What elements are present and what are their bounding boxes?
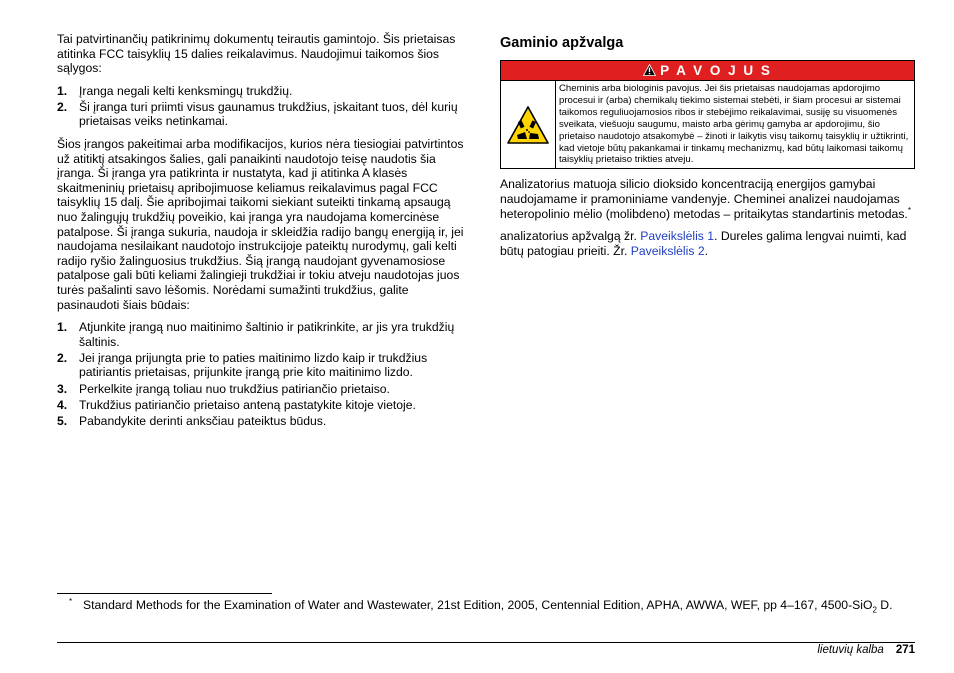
footnote-text: Standard Methods for the Examination of Water and Wastewater, 21st Edition, 2005, Centennial Edition, APHA, AWWA, WEF, pp 4–167, 4500-SiO (83, 598, 873, 612)
footnote-divider (57, 593, 272, 594)
figure-2-link[interactable]: Paveikslėlis 2 (630, 243, 705, 258)
figure-reference-paragraph: analizatorius apžvalgą žr. Paveikslėlis 1. Dureles galima lengvai nuimti, kad būtų patogiau prieiti. Žr. Paveikslėlis 2. (500, 229, 907, 258)
left-column (57, 32, 469, 436)
danger-text: Cheminis arba biologinis pavojus. Jei šis prietaisas naudojamas apdorojimo procesui ir (arba) chemikalų tiekimo sistemai stebėti, ir šiam procesui ar sistemai taikomos reguliuojamosios ribos ir stebėjimo reikalavimai, susiję su visuomenės sveikata, viešuoju saugumu, maisto arba gėrimų gamyba ar apdorojimu, šio prietaiso naudotojo atsakomybė – žinoti ir laikytis visų taikomų taisyklių ir užtikrinti, kad vietoje būtų pakankamai ir tinkamų mechanizmų, kad būtų laikomasi taikomų taisyklių prietaiso trikties atveju. (559, 83, 909, 166)
footnote: * Standard Methods for the Examination of Water and Wastewater, 21st Edition, 2005, Centennial Edition, APHA, AWWA, WEF, pp 4–167, 4500-SiO$_2$ D. (69, 597, 893, 615)
chemical-hazard-icon (501, 81, 556, 168)
danger-notice (500, 60, 915, 169)
list-item: 5. Pabandykite derinti anksčiau pateiktus būdus. (57, 413, 327, 428)
overview-paragraph: Analizatorius matuoja silicio dioksido koncentraciją energijos gamybai naudojamame ir pramoniniame vandenyje. Cheminei analizei naudojamas heteropolinio mėlio (molibdeno) metodas – pritaikytas standartinis metodas.* (500, 177, 911, 221)
list-item: 3. Perkelkite įrangą toliau nuo trukdžius patiriančio prietaiso. (57, 381, 390, 396)
interference-steps-list (57, 320, 469, 428)
fcc-conditions-list (57, 84, 469, 129)
list-item: 2. Ši įranga turi priimti visus gaunamus trukdžius, įskaitant tuos, dėl kurių prietaisas veiks netinkamai. (57, 99, 458, 129)
page-footer (817, 643, 915, 657)
page-number: 271 (895, 644, 915, 656)
footer-language: lietuvių kalba (817, 644, 884, 656)
list-item: 1. Atjunkite įrangą nuo maitinimo šaltinio ir patikrinkite, ar jis yra trukdžių šaltinis. (57, 320, 455, 349)
danger-body (501, 81, 914, 168)
figure-1-link[interactable]: Paveikslėlis 1 (640, 229, 715, 244)
section-heading: Gaminio apžvalga (500, 35, 624, 51)
fcc-intro: Tai patvirtinančių patikrinimų dokumentų teirautis gamintojo. Šis prietaisas atitinka FCC taisyklių 15 dalies reikalavimus. Naudojimui taikomos šios sąlygos: (57, 32, 456, 76)
right-column (500, 32, 915, 266)
danger-label: P A V O J U S (660, 63, 772, 78)
list-item: 1. Įranga negali kelti kenksmingų trukdžių. (57, 83, 293, 98)
list-item: 2. Jei įranga prijungta prie to paties maitinimo lizdo kaip ir trukdžius patiriantis prietaisas, prijunkite įrangą prie kito maitinimo lizdo. (57, 350, 428, 380)
list-item: 4. Trukdžius patiriančio prietaiso anteną pastatykite kitoje vietoje. (57, 397, 416, 412)
footnote-ref[interactable]: * (907, 205, 911, 215)
footer-divider (57, 642, 915, 643)
danger-header (501, 61, 914, 81)
warning-triangle-icon (643, 62, 656, 81)
fcc-body: Šios įrangos pakeitimai arba modifikacijos, kurios nėra tiesiogiai patvirtintos už atitiktį atsakingos šalies, gali panaikinti naudotojo teisę naudotis šia įranga. Ši įranga yra patikrinta ir nustatyta, kad ji atitinka A klasės skaitmeninių prietaisų apribojimuose keliamus reikalavimus pagal FCC taisyklių 15 dalį. Šie apribojimai taikomi siekiant suteikti tinkamą apsaugą nuo žalingųjų trukdžių poveikio, kai įranga yra naudojama komercinėse patalpose. Ši įranga sukuria, naudoja ir skleidžia radijo bangų energiją ir, jei naudojama nesilaikant naudotojo instrukcijoje pateiktų nurodymų, gali kelti radijo ryšio žalinguosius trukdžius. Šią įrangą naudojant gyvenamosiose patalpose gali būti keliami žalingieji trukdžiai ir tokiu atveju naudotojas juos turės pašalinti savo lėšomis. Norėdami sumažinti trukdžius, galite pasinaudoti šiais būdais: (57, 137, 464, 312)
footnote-mark: * (69, 597, 73, 606)
